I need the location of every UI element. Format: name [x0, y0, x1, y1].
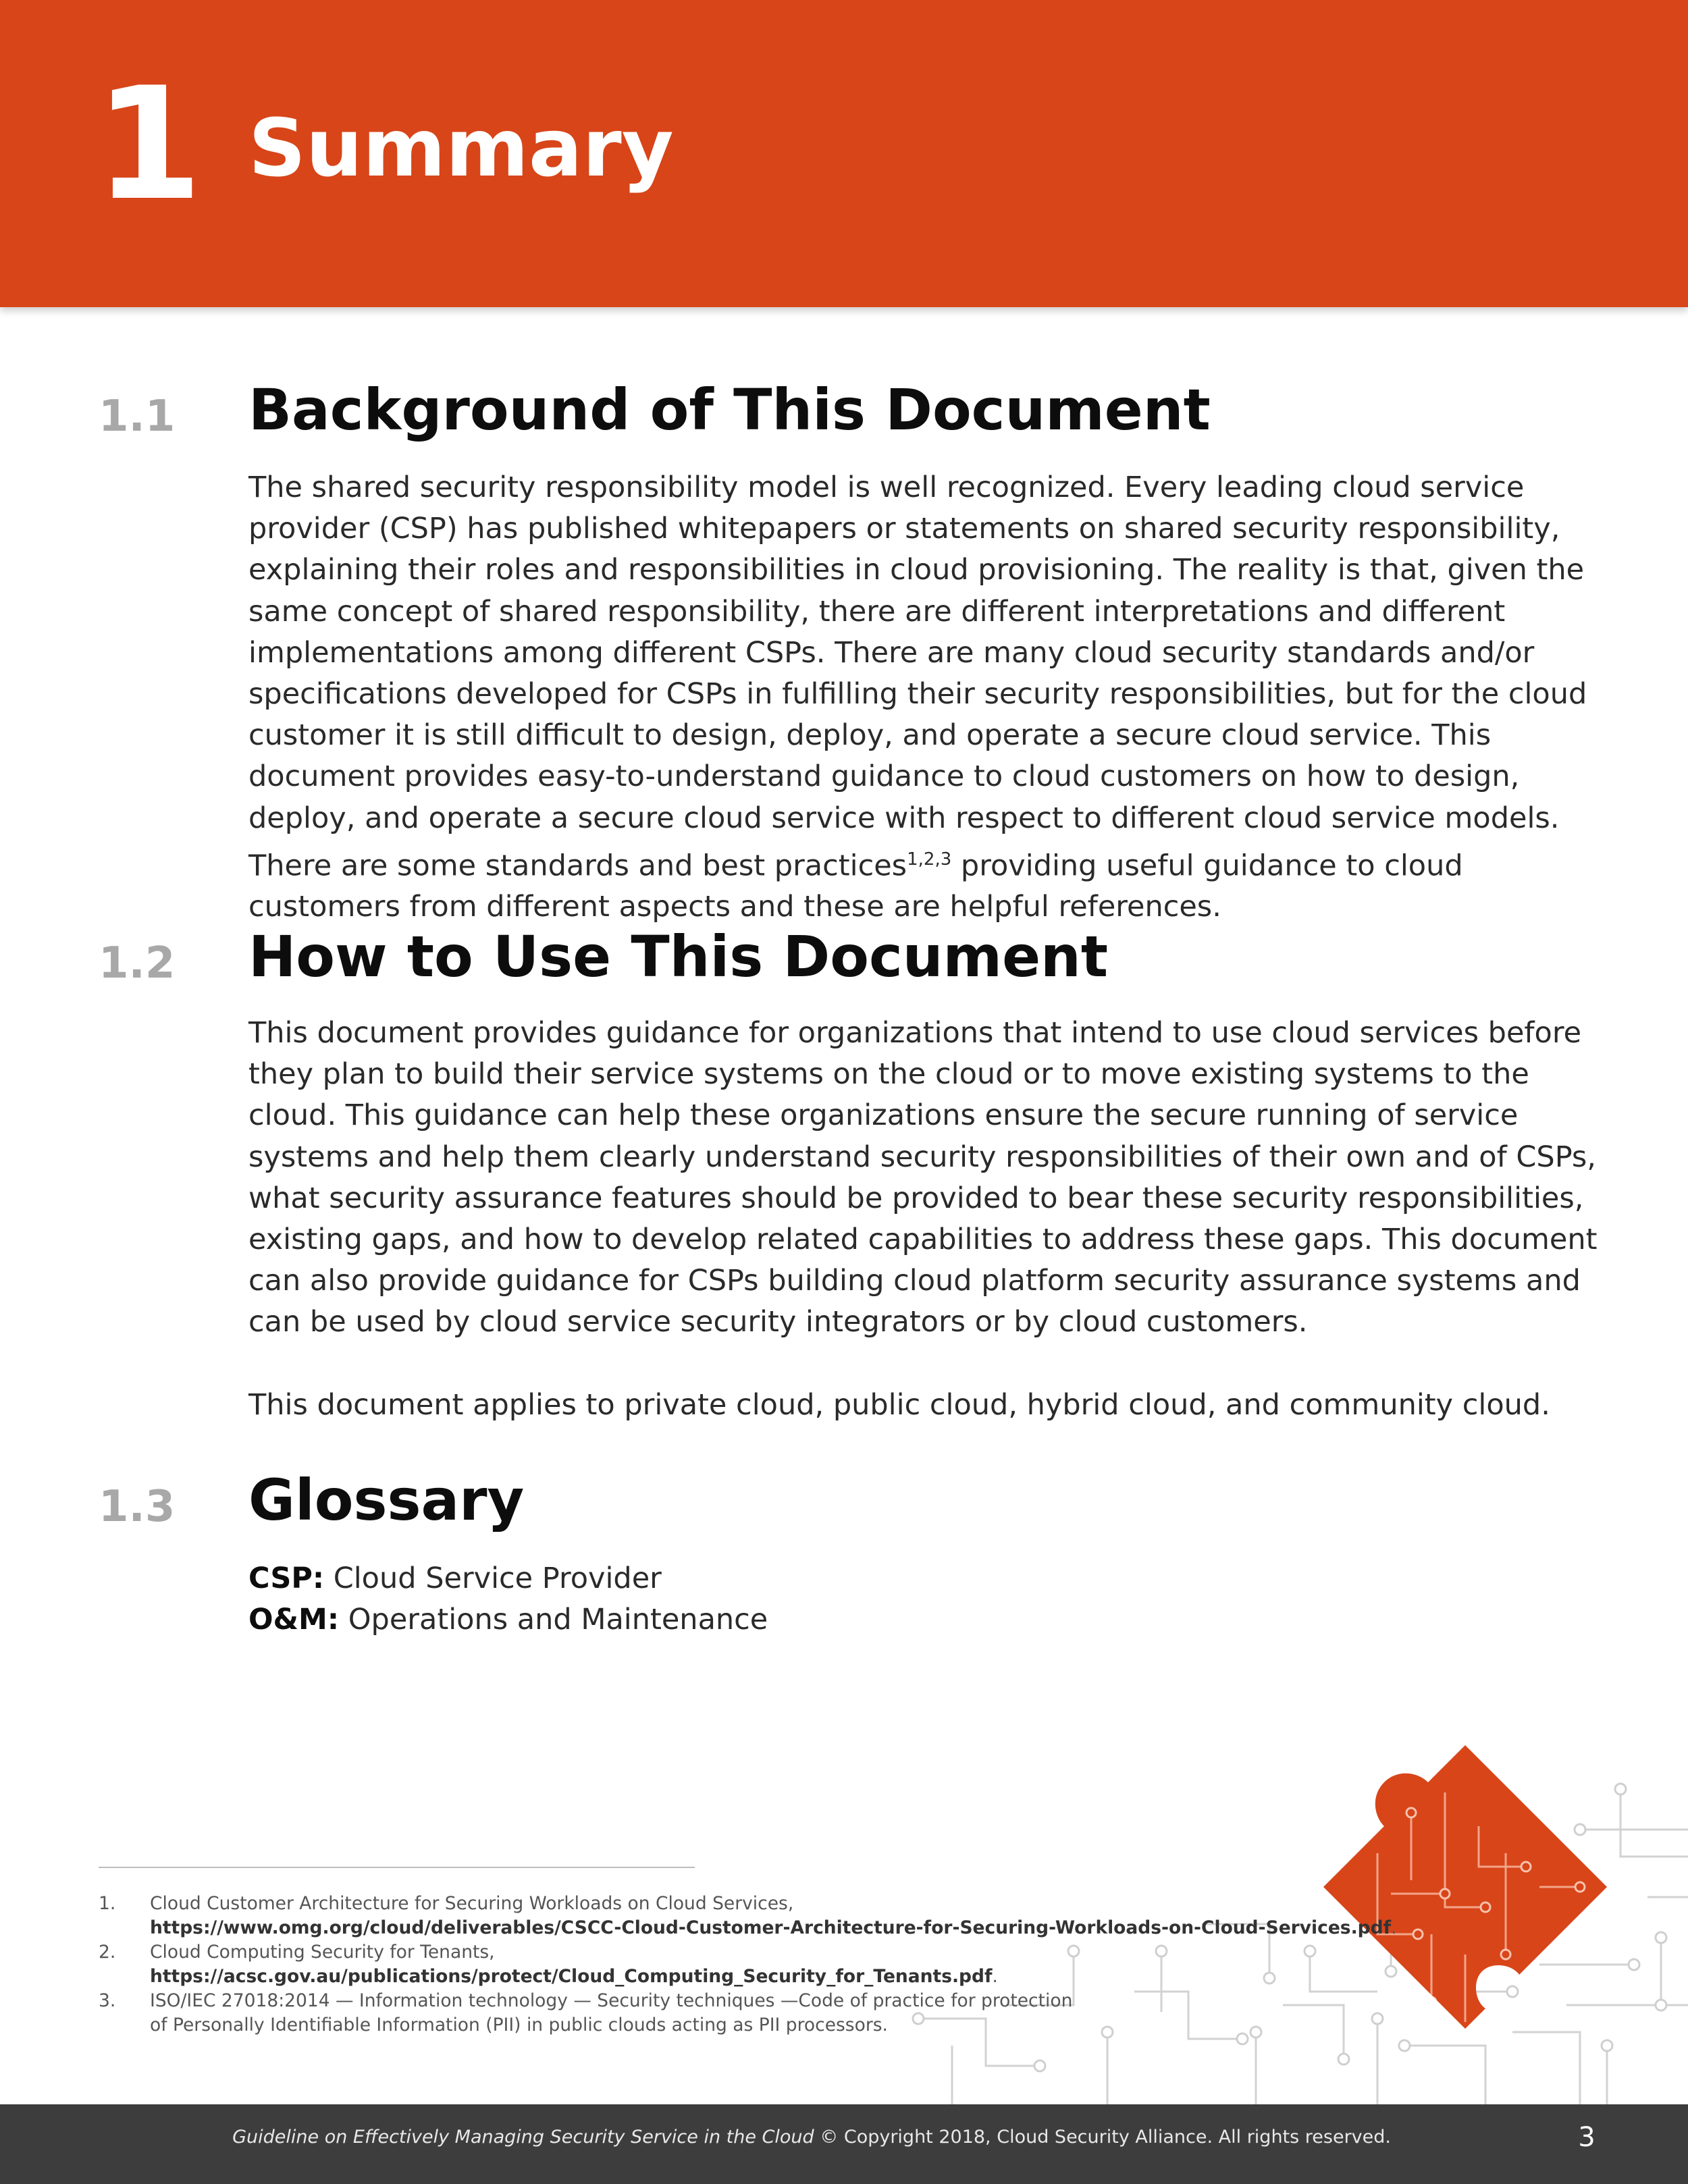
- glossary-definition: Cloud Service Provider: [324, 1562, 662, 1595]
- background-text-start: The shared security responsibility model is well recognized. Every leading cloud service provider (CSP) has published whitepapers or statements on shared security responsibility, explaining their roles and responsibilities in cloud provisioning. The reality is that, given the same concept of shared responsibility, there are different interpretations and different implementations among different CSPs. There are many cloud security standards and/or specifications developed for CSPs in fulfilling their security responsibilities, but for the cloud customer it is still difficult to design, deploy, and operate a secure cloud service. This document provides easy-to-understand guidance to cloud customers on how to design, deploy, and operate a secure cloud service with respect to different cloud service models. There are some standards and best practices: [248, 471, 1587, 883]
- footer-copyright: © Copyright 2018, Cloud Security Alliance. All rights reserved.: [814, 2127, 1391, 2148]
- chapter-number: 1: [95, 55, 198, 235]
- footnote-link[interactable]: https://www.omg.org/cloud/deliverables/CSCC-Cloud-Customer-Architecture-for-Securing-Workloads-on-Cloud-Services.pdf: [150, 1917, 1392, 1938]
- applicability-paragraph: This document applies to private cloud, public cloud, hybrid cloud, and community cloud.: [248, 1388, 1550, 1422]
- background-paragraph: [248, 467, 1606, 928]
- chapter-banner: [0, 0, 1688, 307]
- section-number-1-2: 1.2: [99, 938, 176, 988]
- footnote-number: 2.: [99, 1942, 116, 1963]
- glossary-term: CSP:: [248, 1562, 325, 1595]
- footer-doc-title: Guideline on Effectively Managing Security Service in the Cloud: [232, 2127, 814, 2148]
- glossary-entry-om: [248, 1599, 768, 1640]
- footnote-end: .: [992, 1966, 998, 1987]
- chapter-title: Summary: [248, 101, 674, 194]
- glossary-term: O&M:: [248, 1603, 340, 1636]
- footnote-text: [150, 1989, 1386, 2037]
- section-title-how-to-use: How to Use This Document: [248, 924, 1109, 990]
- glossary-definition: Operations and Maintenance: [339, 1603, 768, 1636]
- footnote-link[interactable]: https://acsc.gov.au/publications/protect/Cloud_Computing_Security_for_Tenants.pdf: [150, 1966, 993, 1987]
- footnote-reference: 1,2,3: [907, 849, 952, 870]
- footer-caption: [0, 2127, 1391, 2148]
- footnote-citation-continued: of Personally Identifiable Information (PII) in public clouds acting as PII processors.: [150, 2015, 888, 2035]
- footnote-number: 1.: [99, 1893, 116, 1914]
- section-number-1-3: 1.3: [99, 1482, 176, 1532]
- footnote-text: [150, 1940, 1386, 1989]
- footnote-citation: Cloud Customer Architecture for Securing Workloads on Cloud Services,: [150, 1893, 794, 1914]
- page-number: 3: [1578, 2122, 1595, 2153]
- footnote-citation: Cloud Computing Security for Tenants,: [150, 1942, 495, 1963]
- how-to-use-paragraph: This document provides guidance for organizations that intend to use cloud services before they plan to build their service systems on the cloud or to move existing systems to the cloud. This guidance can help these organizations ensure the secure running of service systems and help them clearly understand security responsibilities of their own and of CSPs, what security assurance features should be provided to bear these security responsibilities, existing gaps, and how to develop related capabilities to address these gaps. This document can also provide guidance for CSPs building cloud platform security assurance systems and can be used by cloud service security integrators or by cloud customers.: [248, 1016, 1598, 1339]
- section-title-glossary: Glossary: [248, 1467, 525, 1533]
- footnote-text: [150, 1892, 1397, 1940]
- glossary-entry-csp: [248, 1558, 662, 1599]
- footnote-number: 3.: [99, 1990, 116, 2011]
- section-number-1-1: 1.1: [99, 392, 176, 442]
- footnote-end: .: [1391, 1917, 1397, 1938]
- background-text-end: providing useful guidance to cloud customers from different aspects and these are helpful references.: [248, 849, 1463, 924]
- footnote-citation: ISO/IEC 27018:2014 — Information technology — Security techniques —Code of practice for protection: [150, 1990, 1073, 2011]
- section-title-background: Background of This Document: [248, 377, 1211, 443]
- footnote-divider: [99, 1867, 695, 1868]
